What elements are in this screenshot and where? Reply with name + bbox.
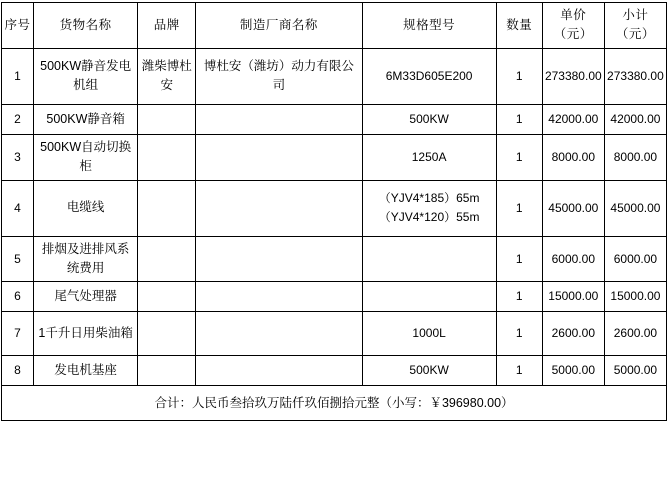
- header-manufacturer: 制造厂商名称: [196, 3, 362, 49]
- cell-quantity: 1: [496, 104, 542, 134]
- table-row: [2, 48, 667, 104]
- cell-manufacturer: 博杜安（潍坊）动力有限公司: [196, 48, 362, 104]
- cell-unit-price: 5000.00: [542, 356, 604, 386]
- cell-quantity: 1: [496, 180, 542, 236]
- cell-index: 6: [2, 282, 34, 312]
- cell-index: 4: [2, 180, 34, 236]
- cell-brand: [138, 312, 196, 356]
- cell-specification: [362, 180, 496, 236]
- table-row: [2, 356, 667, 386]
- header-brand: 品牌: [138, 3, 196, 49]
- header-subtotal: 小计（元）: [604, 3, 666, 49]
- cell-unit-price: 6000.00: [542, 236, 604, 282]
- cell-specification: 6M33D605E200: [362, 48, 496, 104]
- cell-goods-name: 尾气处理器: [34, 282, 138, 312]
- cell-brand: [138, 134, 196, 180]
- header-index: 序号: [2, 3, 34, 49]
- cell-subtotal: 15000.00: [604, 282, 666, 312]
- cell-unit-price: 8000.00: [542, 134, 604, 180]
- table-row: [2, 312, 667, 356]
- cell-index: 2: [2, 104, 34, 134]
- cell-specification: 1250A: [362, 134, 496, 180]
- table-row: [2, 282, 667, 312]
- cell-manufacturer: [196, 236, 362, 282]
- table-row: [2, 180, 667, 236]
- cell-goods-name: 发电机基座: [34, 356, 138, 386]
- spec-line: （YJV4*185）65m: [378, 191, 480, 206]
- cell-unit-price: 273380.00: [542, 48, 604, 104]
- cell-manufacturer: [196, 312, 362, 356]
- header-quantity: 数量: [496, 3, 542, 49]
- table-summary-row: [2, 386, 667, 421]
- cell-quantity: 1: [496, 48, 542, 104]
- cell-specification: [362, 282, 496, 312]
- table-row: [2, 134, 667, 180]
- cell-manufacturer: [196, 282, 362, 312]
- cell-goods-name: 电缆线: [34, 180, 138, 236]
- cell-subtotal: 8000.00: [604, 134, 666, 180]
- table-row: [2, 104, 667, 134]
- cell-unit-price: 42000.00: [542, 104, 604, 134]
- cell-quantity: 1: [496, 312, 542, 356]
- cell-index: 8: [2, 356, 34, 386]
- cell-index: 3: [2, 134, 34, 180]
- cell-brand: 潍柴博杜安: [138, 48, 196, 104]
- cell-unit-price: 45000.00: [542, 180, 604, 236]
- cell-specification: [362, 236, 496, 282]
- cell-index: 5: [2, 236, 34, 282]
- cell-subtotal: 45000.00: [604, 180, 666, 236]
- header-goods-name: 货物名称: [34, 3, 138, 49]
- cell-quantity: 1: [496, 282, 542, 312]
- table-row: [2, 236, 667, 282]
- spec-line: （YJV4*120）55m: [378, 210, 480, 224]
- cell-quantity: 1: [496, 356, 542, 386]
- cell-manufacturer: [196, 104, 362, 134]
- cell-specification: 1000L: [362, 312, 496, 356]
- goods-quotation-table: [1, 2, 667, 421]
- cell-specification: 500KW: [362, 356, 496, 386]
- cell-index: 1: [2, 48, 34, 104]
- cell-goods-name: 排烟及进排风系统费用: [34, 236, 138, 282]
- cell-quantity: 1: [496, 236, 542, 282]
- total-amount-text: 合计：人民币叁拾玖万陆仟玖佰捌拾元整（小写：￥396980.00）: [2, 386, 667, 421]
- cell-manufacturer: [196, 134, 362, 180]
- cell-brand: [138, 356, 196, 386]
- cell-brand: [138, 236, 196, 282]
- cell-quantity: 1: [496, 134, 542, 180]
- cell-unit-price: 2600.00: [542, 312, 604, 356]
- cell-manufacturer: [196, 180, 362, 236]
- cell-subtotal: 273380.00: [604, 48, 666, 104]
- cell-index: 7: [2, 312, 34, 356]
- cell-subtotal: 6000.00: [604, 236, 666, 282]
- cell-brand: [138, 104, 196, 134]
- cell-goods-name: 500KW静音发电机组: [34, 48, 138, 104]
- header-unit-price: 单价（元）: [542, 3, 604, 49]
- cell-brand: [138, 282, 196, 312]
- cell-goods-name: 500KW自动切换柜: [34, 134, 138, 180]
- cell-subtotal: 42000.00: [604, 104, 666, 134]
- cell-unit-price: 15000.00: [542, 282, 604, 312]
- cell-specification: 500KW: [362, 104, 496, 134]
- cell-subtotal: 2600.00: [604, 312, 666, 356]
- cell-subtotal: 5000.00: [604, 356, 666, 386]
- cell-goods-name: 1千升日用柴油箱: [34, 312, 138, 356]
- cell-goods-name: 500KW静音箱: [34, 104, 138, 134]
- table-header-row: [2, 3, 667, 49]
- header-specification: 规格型号: [362, 3, 496, 49]
- cell-brand: [138, 180, 196, 236]
- cell-manufacturer: [196, 356, 362, 386]
